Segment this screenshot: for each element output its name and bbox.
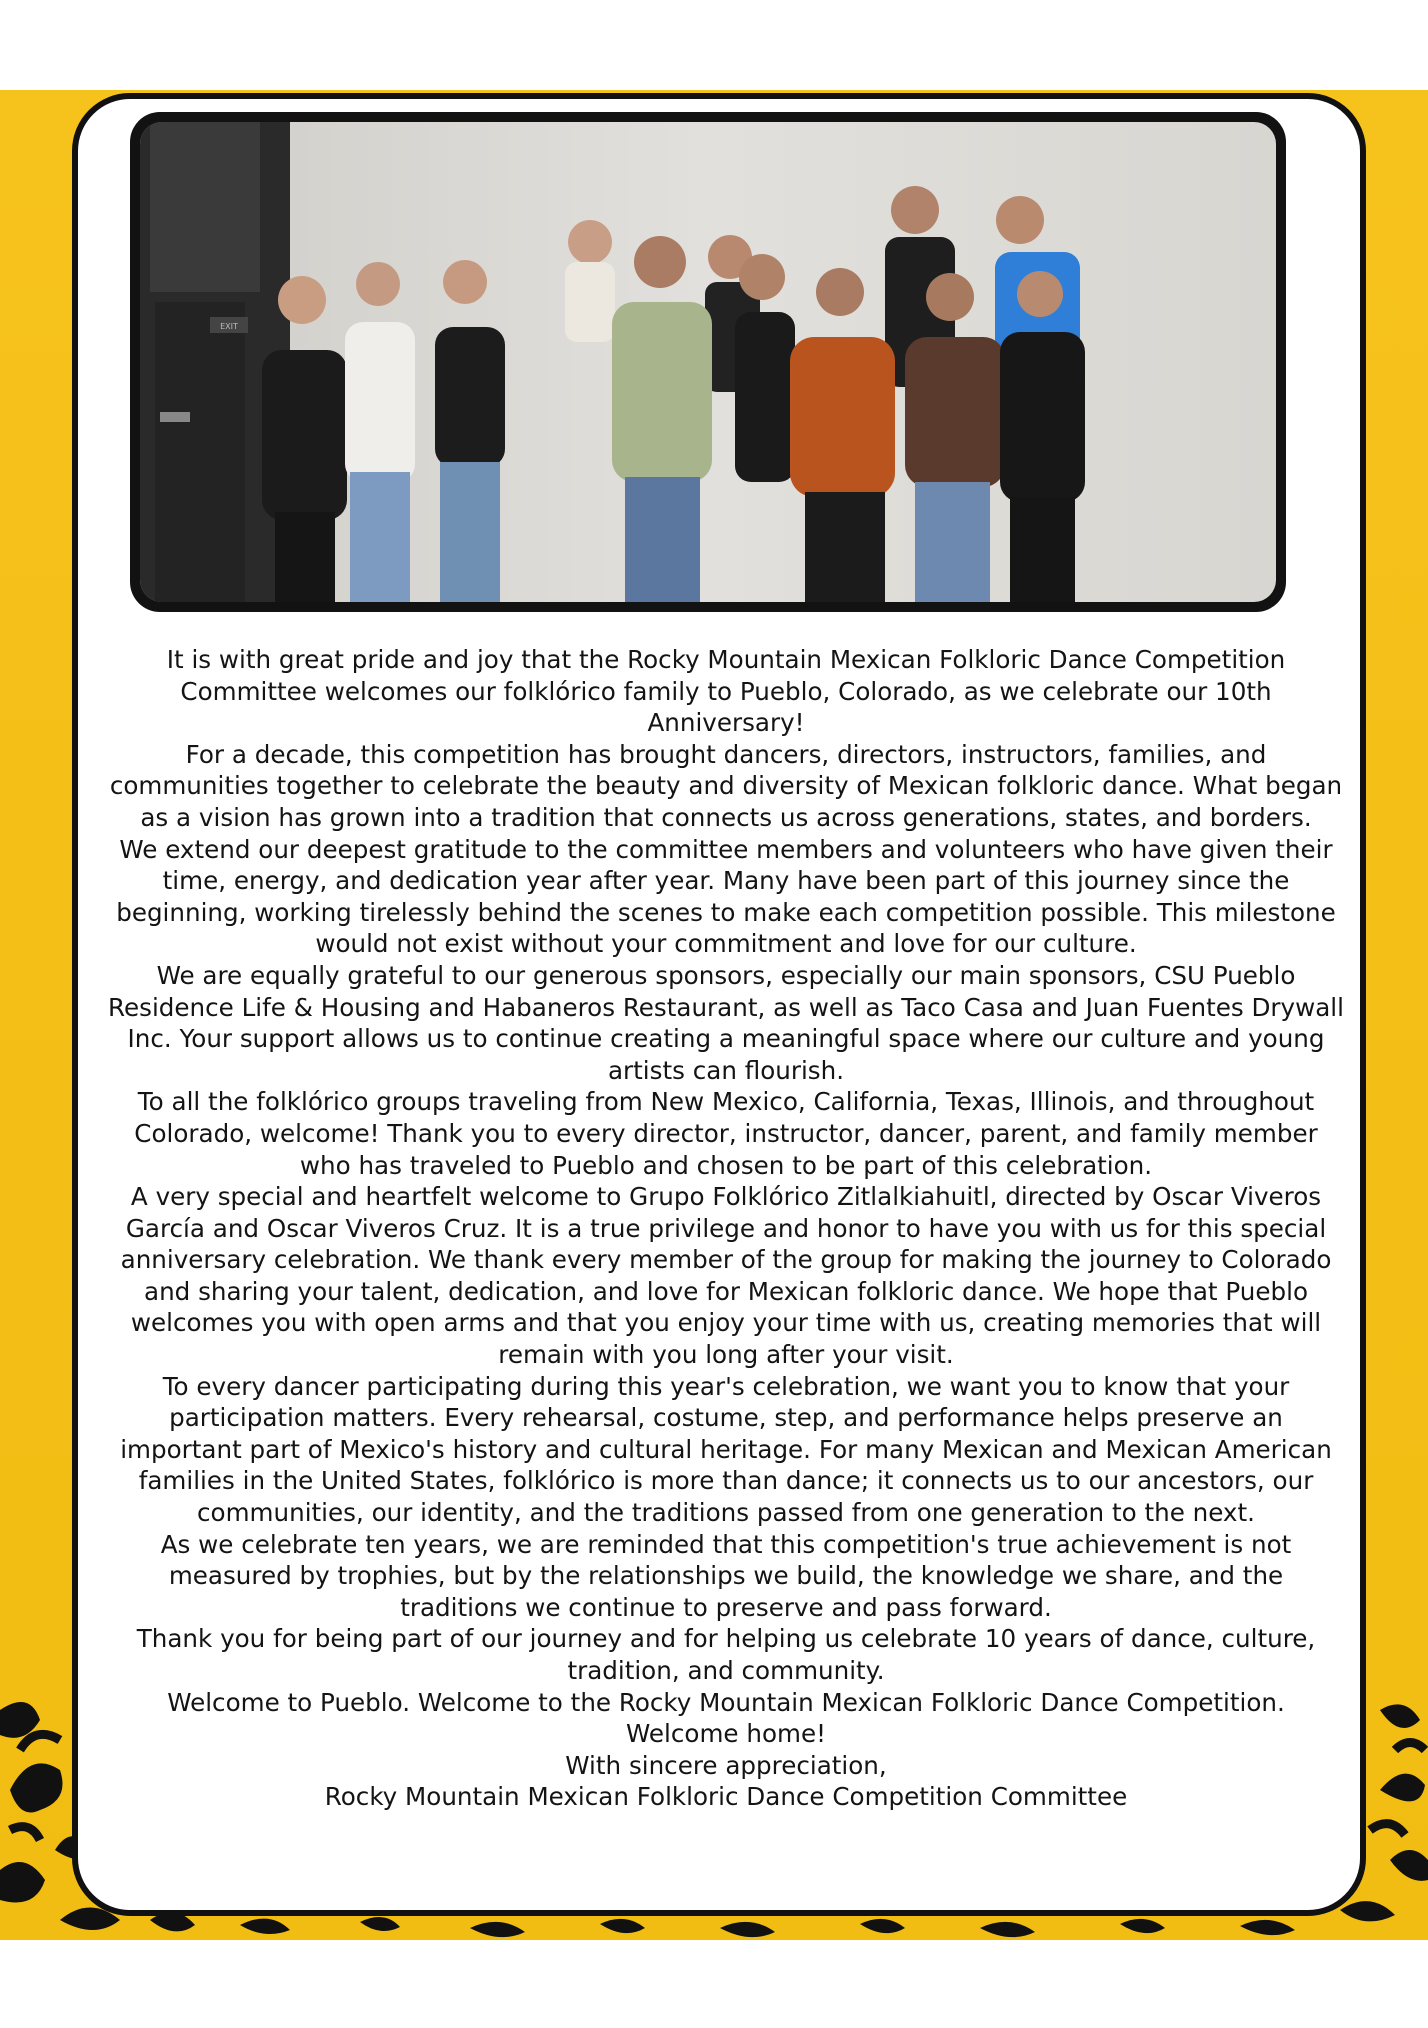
- letter-paragraph: To every dancer participating during this year's celebration, we want you to know that your participation matters. Every rehearsal, costume, step, and performance helps preserve an important part of Mexico's history and cultural heritage. For many Mexican and Mexican American families in the United States, folklórico is more than dance; it connects us to our ancestors, our communities, our identity, and the traditions passed from one generation to the next.: [120, 1371, 1332, 1528]
- letter-paragraph: It is with great pride and joy that the Rocky Mountain Mexican Folkloric Dance Competition Committee welcomes our folklórico family to Pueblo, Colorado, as we celebrate our 10th Anniversary!: [166, 645, 1286, 738]
- exit-sign: EXIT: [220, 322, 238, 331]
- letter-paragraph: As we celebrate ten years, we are reminded that this competition's true achievement is not measured by trophies, but by the relationships we build, the knowledge we share, and the traditions we continue to preserve and pass forward.: [160, 1529, 1292, 1622]
- letter-paragraph: A very special and heartfelt welcome to Grupo Folklórico Zitlalkiahuitl, directed by Oscar Viveros García and Oscar Viveros Cruz. It is a true privilege and honor to have you with us for this special anniversary celebration. We thank every member of the group for making the journey to Colorado and sharing your talent, dedication, and love for Mexican folkloric dance. We hope that Pueblo welcomes you with open arms and that you enjoy your time with us, creating memories that will remain with you long after your visit.: [120, 1182, 1332, 1370]
- letter-paragraph: We are equally grateful to our generous sponsors, especially our main sponsors, CSU Pueblo Residence Life & Housing and Habaneros Restaurant, as well as Taco Casa and Juan Fuentes Drywall Inc. Your support allows us to continue creating a meaningful space where our culture and young artists can flourish.: [108, 960, 1344, 1085]
- letter-paragraph: To all the folklórico groups traveling from New Mexico, California, Texas, Illinois, and throughout Colorado, welcome! Thank you to every director, instructor, dancer, parent, and family member who has traveled to Pueblo and chosen to be part of this celebration.: [134, 1087, 1318, 1180]
- letter-paragraph: Welcome to Pueblo. Welcome to the Rocky Mountain Mexican Folkloric Dance Competition.: [167, 1687, 1285, 1717]
- group-photo: [140, 122, 1276, 602]
- group-photo-frame: [130, 112, 1286, 612]
- letter-paragraph: We extend our deepest gratitude to the committee members and volunteers who have given their time, energy, and dedication year after year. Many have been part of this journey since the beginning, working tirelessly behind the scenes to make each competition possible. This milestone would not exist without your commitment and love for our culture.: [116, 834, 1336, 959]
- letter-paragraph: Welcome home!: [626, 1719, 826, 1749]
- welcome-letter: [108, 644, 1344, 1813]
- letter-paragraph: Thank you for being part of our journey and for helping us celebrate 10 years of dance, culture, tradition, and community.: [136, 1624, 1316, 1685]
- letter-paragraph: For a decade, this competition has brought dancers, directors, instructors, families, and communities together to celebrate the beauty and diversity of Mexican folkloric dance. What began as a vision has grown into a tradition that connects us across generations, states, and borders.: [109, 739, 1343, 832]
- letter-closing: With sincere appreciation,: [565, 1750, 887, 1780]
- letter-signature: Rocky Mountain Mexican Folkloric Dance Competition Committee: [324, 1782, 1128, 1812]
